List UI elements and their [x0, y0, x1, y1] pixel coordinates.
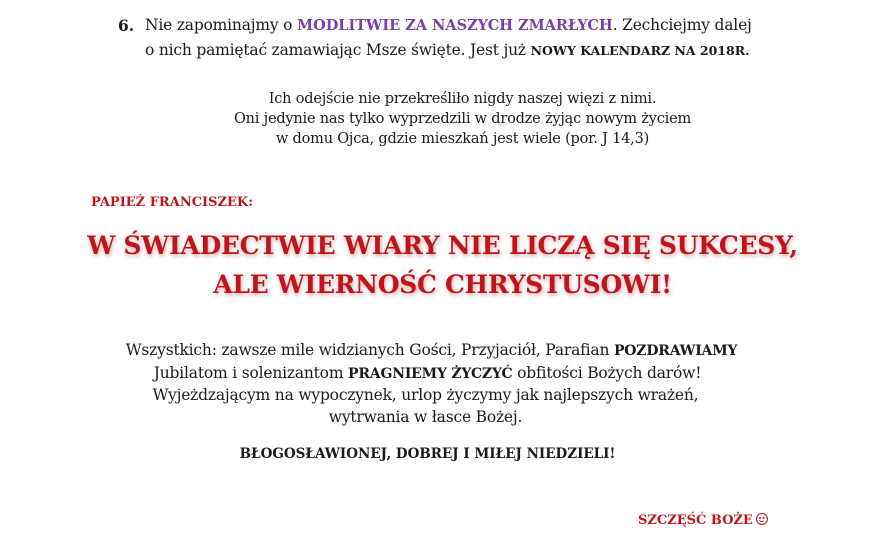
- greeting-emphasis: PRAGNIEMY ŻYCZYĆ: [348, 366, 513, 382]
- sunday-blessing: BŁOGOSŁAWIONEJ, DOBREJ I MIŁEJ NIEDZIELI!: [239, 446, 616, 462]
- greeting-emphasis: POZDRAWIAMY: [613, 343, 738, 359]
- quote-line-1: Ich odejście nie przekreśliło nigdy naszej więzi z nimi.: [268, 91, 657, 107]
- pope-label: PAPIEŻ FRANCISZEK:: [91, 195, 254, 210]
- greeting-text: obfitości Bożych darów!: [512, 364, 702, 382]
- headline-line-1: W ŚWIADECTWIE WIARY NIE LICZĄ SIĘ SUKCESY,: [87, 231, 798, 260]
- greeting-text: Wszystkich: zawsze mile widzianych Gości, Przyjaciół, Parafian: [125, 341, 614, 359]
- greeting-text: Jubilatom i solenizantom: [153, 364, 349, 382]
- smiley-icon: [756, 513, 768, 525]
- greeting-line-3: Wyjeżdzającym na wypoczynek, urlop życzymy jak najlepszych wrażeń,: [152, 386, 699, 404]
- quote-line-2: Oni jedynie nas tylko wyprzedzili w drodze żyjąc nowym życiem: [233, 111, 691, 127]
- item6-line2: [145, 41, 749, 59]
- item6-text: Nie zapominajmy o: [145, 16, 298, 34]
- calendar-notice: NOWY KALENDARZ NA 2018R.: [530, 43, 750, 58]
- greeting-line-2: [0, 364, 870, 382]
- quote-line-3: w domu Ojca, gdzie mieszkań jest wiele (por. J 14,3): [275, 131, 650, 147]
- greeting-line-4: wytrwania w łasce Bożej.: [328, 408, 523, 426]
- closing-greeting: [638, 513, 768, 528]
- item6-text: . Zechciejmy dalej: [612, 16, 752, 34]
- prayer-highlight: MODLITWIE ZA NASZYCH ZMARŁYCH: [297, 17, 613, 34]
- headline-line-2: ALE WIERNOŚĆ CHRYSTUSOWI!: [213, 270, 672, 299]
- item6-text: o nich pamiętać zamawiając Msze święte. Jest już: [145, 41, 531, 59]
- item6-line1: [145, 16, 752, 34]
- closing-text: SZCZĘŚĆ BOŻE: [638, 513, 753, 528]
- greeting-line-1: [0, 341, 874, 359]
- list-item-number: 6.: [118, 16, 135, 35]
